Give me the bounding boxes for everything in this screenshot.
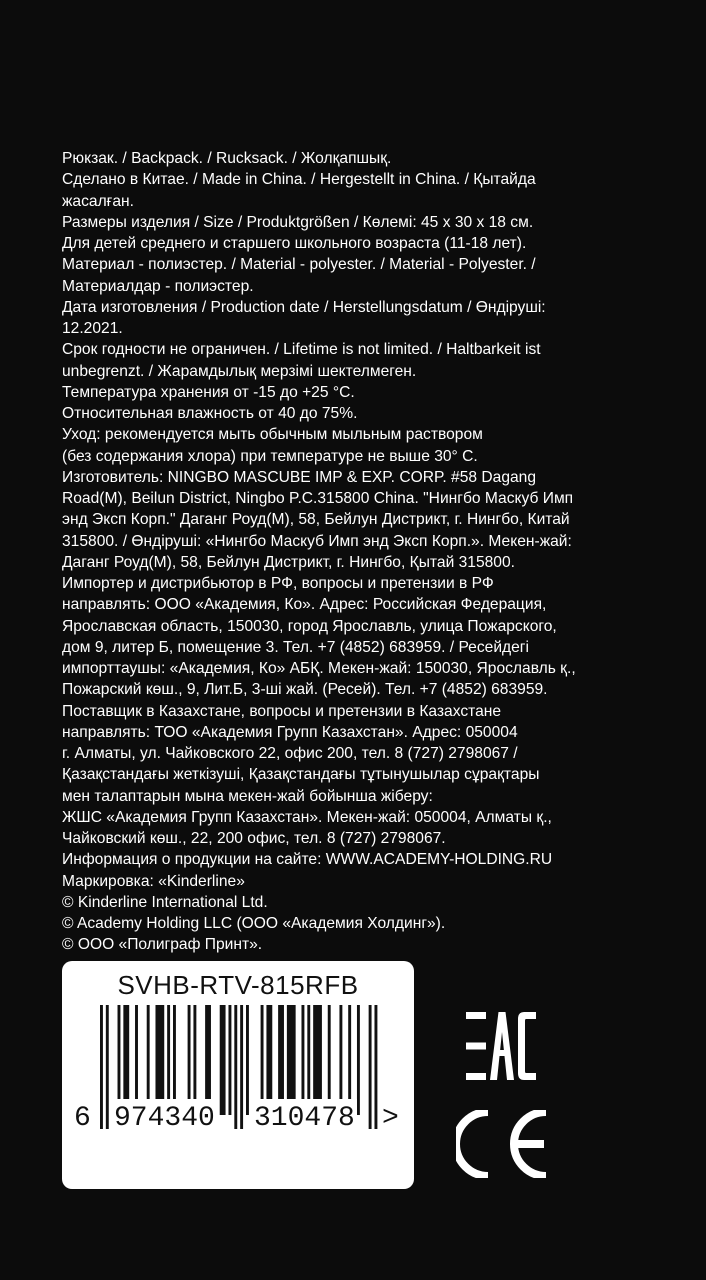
barcode-panel	[62, 961, 414, 1189]
product-sku: SVHB-RTV-815RFB	[117, 970, 359, 1000]
label-line: Уход: рекомендуется мыть обычным мыльным раствором	[62, 426, 483, 444]
label-line: 315800. / Өндіруші: «Нингбо Маскуб Имп энд Эксп Корп.». Мекен-жай:	[62, 532, 572, 550]
label-line: Относительная влажность от 40 до 75%.	[62, 405, 358, 422]
label-line: unbegrenzt. / Жарамдылық мерзімі шектелмеген.	[62, 362, 417, 380]
label-line: Сделано в Китае. / Made in China. / Hergestellt in China. / Қытайда	[62, 171, 536, 189]
label-line: © Kinderline International Ltd.	[62, 893, 268, 911]
label-line: Ярославская область, 150030, город Ярославль, улица Пожарского,	[62, 617, 557, 635]
label-line: направлять: ТОО «Академия Групп Казахстан». Адрес: 050004	[62, 723, 518, 741]
label-line: Road(M), Beilun District, Ningbo P.C.315800 China. "Нингбо Маскуб Имп	[62, 490, 574, 507]
label-line: Қазақстандағы жеткізуші, Қазақстандағы тұтынушылар сұрақтары	[62, 766, 540, 784]
label-line: © ООО «Полиграф Принт».	[62, 936, 263, 954]
barcode-digits-right: 310478	[252, 1099, 357, 1139]
label-line: Маркировка: «Kinderline»	[62, 872, 245, 890]
label-line: энд Эксп Корп." Даганг Роуд(М), 58, Бейлун Дистрикт, г. Нингбо, Китай	[62, 511, 570, 529]
label-line: Даганг Роуд(М), 58, Бейлун Дистрикт, г. Нингбо, Қытай 315800.	[62, 553, 515, 571]
label-line: дом 9, литер Б, помещение 3. Тел. +7 (4852) 683959. / Ресейдегі	[62, 638, 529, 656]
barcode-quiet-zone-mark: >	[380, 1099, 401, 1139]
label-line: импорттаушы: «Академия, Ко» АБҚ. Мекен-жай: 150030, Ярославль қ.,	[62, 660, 576, 677]
label-line: Температура хранения от -15 до +25 °С.	[62, 383, 355, 401]
label-line: Материалдар - полиэстер.	[62, 277, 254, 295]
ean13-barcode	[62, 961, 414, 1189]
eac-mark-icon	[466, 1012, 536, 1080]
barcode-digits-left: 974340	[112, 1099, 217, 1139]
label-line: Изготовитель: NINGBO MASCUBE IMP & EXP. CORP. #58 Dagang	[62, 468, 537, 486]
label-line: направлять: ООО «Академия, Ко». Адрес: Российская Федерация,	[62, 596, 547, 614]
label-line: Чайковский көш., 22, 200 офис, тел. 8 (727) 2798067.	[62, 830, 446, 847]
ce-mark-icon	[456, 1110, 548, 1178]
label-line: © Academy Holding LLC (ООО «Академия Холдинг»).	[62, 915, 446, 932]
label-line: г. Алматы, ул. Чайковского 22, офис 200, тел. 8 (727) 2798067 /	[62, 745, 518, 762]
label-line: Поставщик в Казахстане, вопросы и претензии в Казахстане	[62, 702, 502, 720]
label-line: (без содержания хлора) при температуре не выше 30° С.	[62, 447, 478, 465]
label-line: Рюкзак. / Backpack. / Rucksack. / Жолқапшық.	[62, 150, 392, 167]
label-line: 12.2021.	[62, 320, 123, 337]
label-line: мен талаптарын мына мекен-жай бойынша жіберу:	[62, 787, 433, 805]
label-line: Материал - полиэстер. / Material - polyester. / Material - Polyester. /	[62, 256, 536, 274]
barcode-digit-first: 6	[72, 1099, 93, 1139]
label-line: Для детей среднего и старшего школьного возраста (11-18 лет).	[62, 235, 527, 252]
product-label-text	[62, 148, 662, 956]
label-line: жасалған.	[62, 192, 134, 210]
label-line: Размеры изделия / Size / Produktgrößen / Көлемі: 45 х 30 х 18 см.	[62, 213, 534, 231]
label-line: Пожарский көш., 9, Лит.Б, 3-ші жай. (Ресей). Тел. +7 (4852) 683959.	[62, 681, 548, 699]
label-line: Срок годности не ограничен. / Lifetime is not limited. / Haltbarkeit ist	[62, 341, 541, 359]
barcode-number	[62, 1099, 414, 1139]
label-line: Информация о продукции на сайте: WWW.ACADEMY-HOLDING.RU	[62, 851, 553, 869]
label-line: ЖШС «Академия Групп Казахстан». Мекен-жай: 050004, Алматы қ.,	[62, 808, 552, 826]
label-line: Импортер и дистрибьютор в РФ, вопросы и претензии в РФ	[62, 575, 494, 592]
label-line: Дата изготовления / Production date / Herstellungsdatum / Өндіруші:	[62, 298, 546, 316]
